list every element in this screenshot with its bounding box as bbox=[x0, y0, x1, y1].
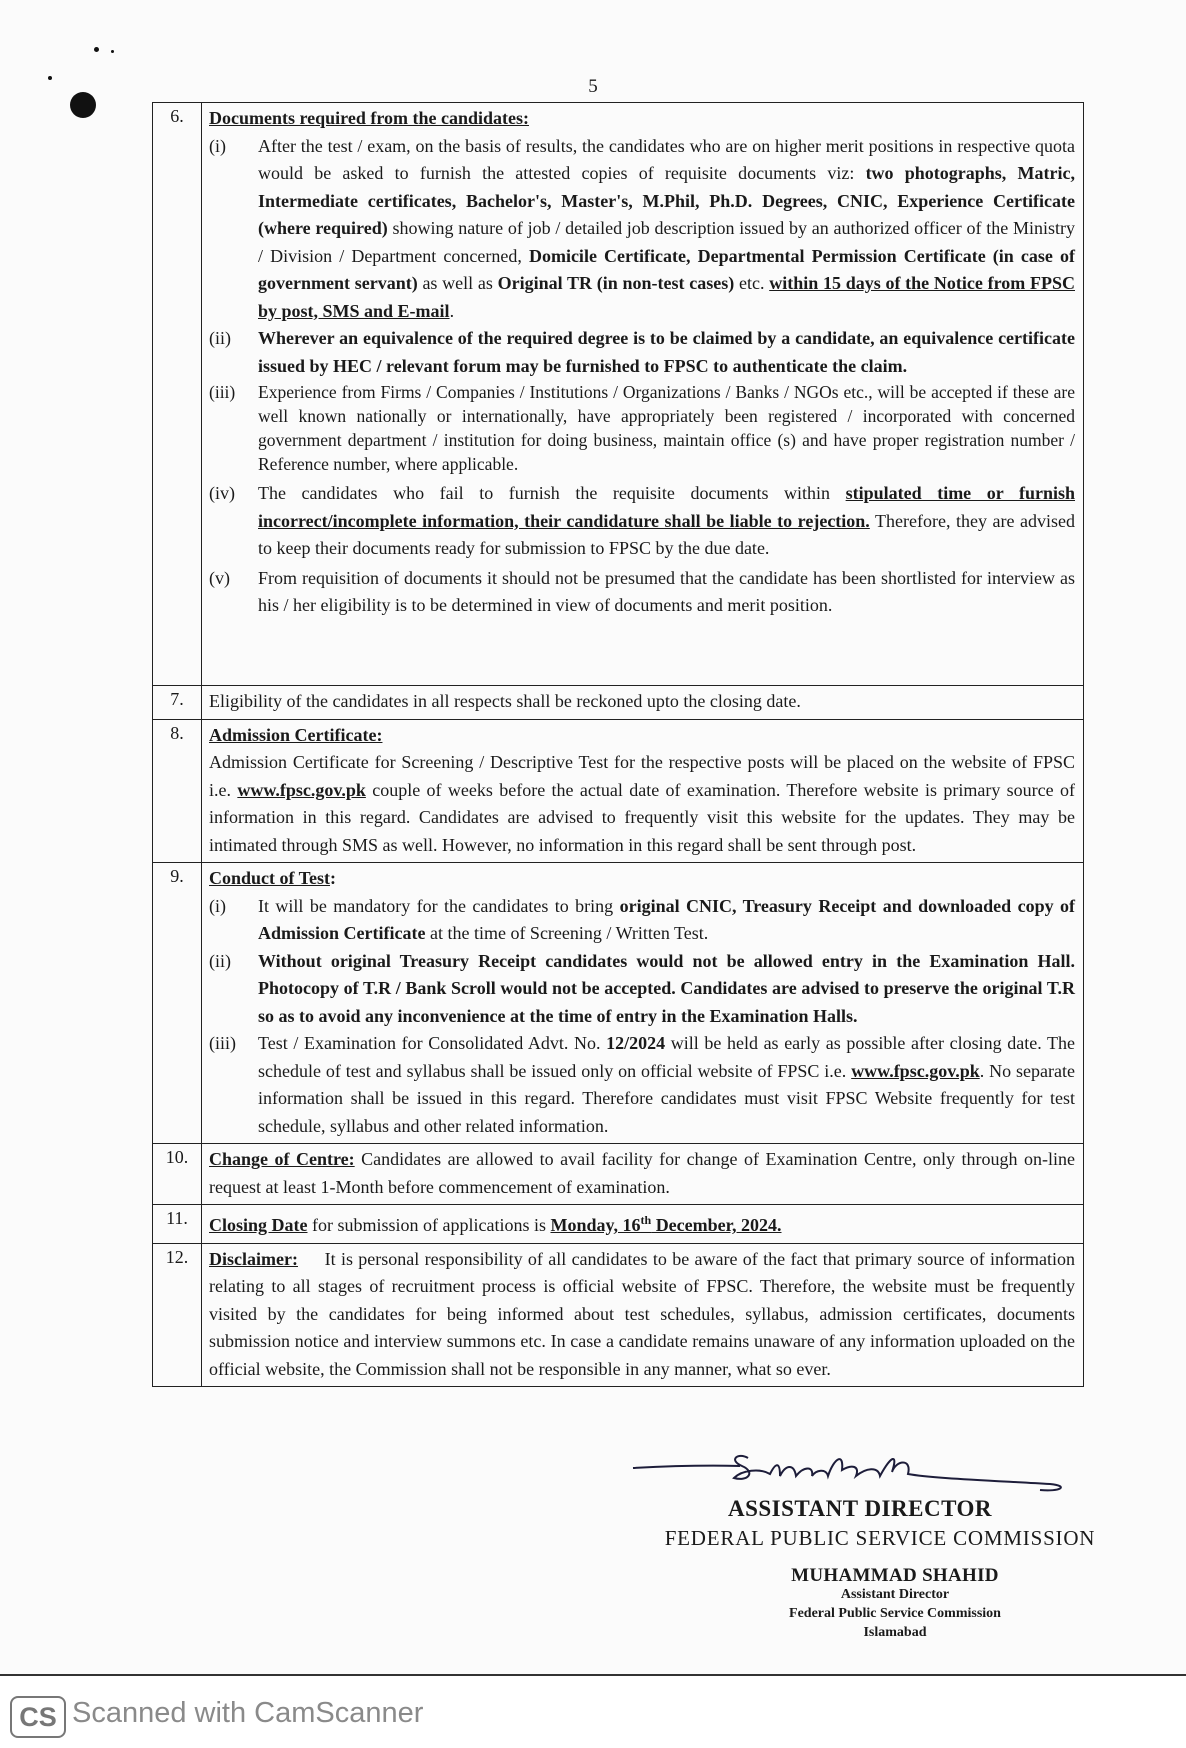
bold-text: 12/2024 bbox=[606, 1033, 666, 1053]
section-heading-line bbox=[209, 865, 1075, 893]
section-number: 12. bbox=[153, 1243, 202, 1387]
section-text bbox=[209, 749, 1075, 859]
item-text: Wherever an equivalence of the required degree is to be claimed by a candidate, an equivalence certificate issued by HEC / relevant forum may be furnished to FPSC to authenticate the claim. bbox=[258, 328, 1075, 376]
section-heading: Conduct of Test bbox=[209, 868, 331, 888]
item-label: (iii) bbox=[209, 382, 236, 402]
list-item bbox=[209, 380, 1075, 476]
website-link[interactable]: www.fpsc.gov.pk bbox=[237, 779, 366, 800]
official-stamp bbox=[730, 1566, 1060, 1642]
stamp-city: Islamabad bbox=[863, 1625, 927, 1640]
list-item bbox=[209, 893, 1075, 948]
text: It will be mandatory for the candidates to bring bbox=[258, 895, 620, 916]
text: Therefore, they are advised to keep their documents ready for submission to FPSC by the due date. bbox=[258, 510, 1075, 558]
section-heading: Documents required from the candidates: bbox=[209, 108, 529, 128]
stamp-organization: Federal Public Service Commission bbox=[789, 1606, 1001, 1621]
list-item bbox=[209, 1030, 1075, 1140]
list-item bbox=[209, 480, 1075, 563]
section-11-body bbox=[202, 1205, 1084, 1244]
text: for submission of applications is bbox=[307, 1215, 551, 1235]
item-label: (i) bbox=[209, 135, 226, 156]
text: Admission Certificate for Screening / Descriptive Test for the respective posts will be placed on the website of FPSC i.e. bbox=[209, 752, 1075, 800]
section-11-row bbox=[153, 1205, 1084, 1244]
stamp-name: MUHAMMAD SHAHID bbox=[791, 1565, 999, 1586]
signatory-organization: FEDERAL PUBLIC SERVICE COMMISSION bbox=[664, 1526, 1096, 1550]
item-label: (iii) bbox=[209, 1033, 236, 1053]
text: . No separate information shall be issued in this regard. Therefore candidates must visit FPSC Website frequently for test schedule, syllabus and other related information. bbox=[258, 1060, 1075, 1136]
scan-speck bbox=[94, 47, 99, 52]
website-link[interactable]: www.fpsc.gov.pk bbox=[851, 1060, 980, 1081]
item-label: (i) bbox=[209, 895, 226, 916]
instructions-table bbox=[152, 102, 1084, 1387]
section-heading: Change of Centre: bbox=[209, 1149, 355, 1169]
text: The candidates who fail to furnish the requisite documents within bbox=[258, 483, 846, 503]
text: Candidates are allowed to avail facility for change of Examination Centre, only through on-line request at least 1-Month before commencement of examination. bbox=[209, 1149, 1075, 1197]
text: . bbox=[449, 300, 455, 321]
date-superscript: th bbox=[640, 1213, 652, 1227]
section-10-body bbox=[202, 1144, 1084, 1205]
text: It is personal responsibility of all candidates to be aware of the fact that primary source of information relating to all stages of recruitment process is official website of FPSC. Therefore, the website must be frequently visited by the candidates for being informed about test schedules, syllabus, admission certificates, documents submission notice and interview summons etc. In case a candidate remains unaware of any information uploaded on the official website, the Commission shall not be responsible in any manner, what so ever. bbox=[209, 1248, 1080, 1379]
scan-speck bbox=[111, 50, 114, 53]
section-number: 7. bbox=[153, 686, 202, 720]
section-6-row bbox=[153, 103, 1084, 686]
text: etc. bbox=[734, 273, 770, 293]
list-item bbox=[209, 948, 1075, 1031]
item-label: (ii) bbox=[209, 950, 231, 971]
item-text: Experience from Firms / Companies / Institutions / Organizations / Banks / NGOs etc., will be accepted if these are well known nationally or internationally, have appropriately been registered / incorporated with concerned government department / institution for doing business, maintain office (s) and have proper registration number / Reference number, where applicable. bbox=[258, 382, 1075, 474]
section-heading: Closing Date bbox=[209, 1215, 308, 1235]
text: Test / Examination for Consolidated Advt. No. bbox=[258, 1033, 607, 1053]
section-number: 8. bbox=[153, 719, 202, 863]
underlined-bold-text: within 15 days of the Notice from FPSC by post, SMS and E-mail bbox=[258, 273, 1075, 321]
camscanner-logo: CS bbox=[10, 1696, 66, 1738]
section-12-body bbox=[202, 1243, 1084, 1387]
section-12-row bbox=[153, 1243, 1084, 1387]
item-text bbox=[258, 893, 1075, 948]
item-label: (ii) bbox=[209, 328, 231, 348]
underlined-bold-text: stipulated time or furnish incorrect/incomplete information, their candidature shall be liable to rejection. bbox=[258, 483, 1076, 531]
list-item bbox=[209, 325, 1075, 380]
section-number: 11. bbox=[153, 1205, 202, 1244]
text: will be held as early as possible after closing date. The schedule of test and syllabus shall be issued only on official website of FPSC i.e. bbox=[258, 1033, 1076, 1081]
heading-colon: : bbox=[330, 868, 337, 888]
section-number: 10. bbox=[153, 1144, 202, 1205]
item-text bbox=[258, 1030, 1075, 1140]
signatory-title: ASSISTANT DIRECTOR bbox=[727, 1496, 992, 1521]
section-6-body bbox=[202, 103, 1084, 686]
list-item bbox=[209, 565, 1075, 620]
section-8-row bbox=[153, 719, 1084, 863]
page-number: 5 bbox=[588, 76, 598, 97]
section-7-row bbox=[153, 686, 1084, 720]
section-heading: Disclaimer: bbox=[209, 1248, 298, 1269]
stamp-designation: Assistant Director bbox=[840, 1587, 950, 1602]
text: couple of weeks before the actual date of examination. Therefore website is primary source of information in this regard. Candidates are advised to frequently visit this website for the updates. They may be intimated through SMS as well. However, no information in this regard shall be sent through post. bbox=[209, 779, 1075, 855]
section-number: 6. bbox=[153, 103, 202, 686]
text: as well as bbox=[417, 273, 498, 293]
section-8-body bbox=[202, 719, 1084, 863]
section-7-body: Eligibility of the candidates in all respects shall be reckoned upto the closing date. bbox=[202, 686, 1084, 720]
bold-text: two photographs, Matric, Intermediate certificates, Bachelor's, Master's, M.Phil, Ph.D. Degrees, CNIC, Experience Certificate (where required) bbox=[258, 163, 1075, 238]
bold-text: Domicile Certificate, Departmental Permission Certificate (in case of government servant) bbox=[258, 245, 1075, 293]
section-9-row bbox=[153, 863, 1084, 1144]
date-text: December, 2024. bbox=[651, 1215, 782, 1235]
text: at the time of Screening / Written Test. bbox=[425, 923, 709, 943]
section-heading: Admission Certificate: bbox=[209, 724, 383, 745]
section-9-body bbox=[202, 863, 1084, 1144]
item-label: (v) bbox=[209, 567, 230, 588]
item-text bbox=[258, 133, 1075, 326]
item-text bbox=[258, 480, 1075, 563]
date-text: Monday, 16 bbox=[550, 1215, 641, 1235]
text: After the test / exam, on the basis of results, the candidates who are on higher merit positions in respective quota would be asked to furnish the attested copies of requisite documents viz: bbox=[258, 135, 1075, 183]
closing-date bbox=[550, 1215, 781, 1235]
text: showing nature of job / detailed job description issued by an authorized officer of the Ministry / Division / Department concerned, bbox=[258, 218, 1075, 266]
item-text: From requisition of documents it should not be presumed that the candidate has been shortlisted for interview as his / her eligibility is to be determined in view of documents and merit position. bbox=[258, 567, 1075, 615]
item-label: (iv) bbox=[209, 483, 235, 503]
list-item bbox=[209, 133, 1075, 326]
section-number: 9. bbox=[153, 863, 202, 1144]
page-edge-line bbox=[0, 1674, 1186, 1676]
bold-text: Original TR (in non-test cases) bbox=[497, 273, 735, 293]
item-text: Without original Treasury Receipt candidates would not be allowed entry in the Examination Hall. Photocopy of T.R / Bank Scroll would not be accepted. Candidates are advised to preserve the original T.R so as to avoid any inconvenience at the time of entry in the Examination Halls. bbox=[258, 950, 1075, 1026]
camscanner-watermark-text: Scanned with CamScanner bbox=[72, 1697, 424, 1729]
section-10-row bbox=[153, 1144, 1084, 1205]
bold-text: original CNIC, Treasury Receipt and downloaded copy of Admission Certificate bbox=[258, 895, 1075, 943]
